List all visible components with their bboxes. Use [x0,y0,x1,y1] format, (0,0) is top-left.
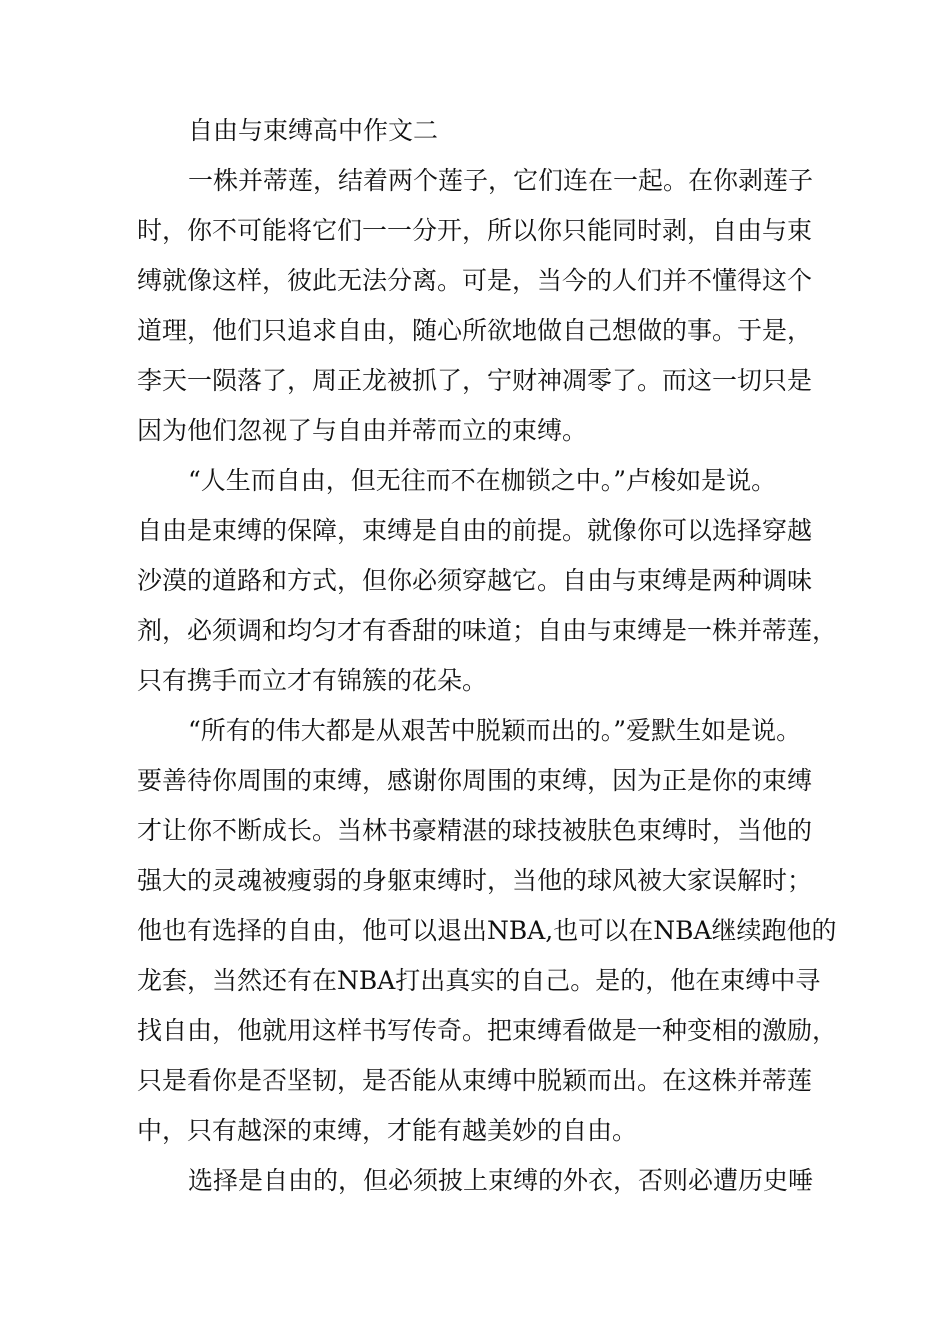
paragraph-1-line-4: 道理，他们只追求自由，随心所欲地做自己想做的事。于是， [137,316,813,345]
paragraph-1-line-3: 缚就像这样，彼此无法分离。可是，当今的人们并不懂得这个 [137,266,813,295]
paragraph-1-line-5: 李天一陨落了，周正龙被抓了，宁财神凋零了。而这一切只是 [137,366,813,395]
paragraph-2-line-2: 自由是束缚的保障，束缚是自由的前提。就像你可以选择穿越 [137,516,813,545]
document-title: 自由与束缚高中作文二 [188,116,439,145]
paragraph-3-line-8: 只是看你是否坚韧，是否能从束缚中脱颖而出。在这株并蒂莲 [137,1066,813,1095]
paragraph-3-line-1: “所有的伟大都是从艰苦中脱颖而出的。”爱默生如是说。 [188,716,802,745]
paragraph-2-line-4: 剂，必须调和均匀才有香甜的味道；自由与束缚是一株并蒂莲， [137,616,838,645]
paragraph-3-line-9: 中，只有越深的束缚，才能有越美妙的自由。 [137,1116,638,1145]
paragraph-4-line-1: 选择是自由的，但必须披上束缚的外衣，否则必遭历史唾 [188,1166,814,1195]
paragraph-3-line-5: 他也有选择的自由，他可以退出NBA,也可以在NBA继续跑他的 [137,916,837,945]
paragraph-3-line-6: 龙套，当然还有在NBA打出真实的自己。是的，他在束缚中寻 [137,966,821,995]
paragraph-2-line-5: 只有携手而立才有锦簇的花朵。 [137,666,488,695]
paragraph-3-line-4: 强大的灵魂被瘦弱的身躯束缚时，当他的球风被大家误解时； [137,866,813,895]
paragraph-1-line-1: 一株并蒂莲，结着两个莲子，它们连在一起。在你剥莲子 [188,166,814,195]
paragraph-3-line-2: 要善待你周围的束缚，感谢你周围的束缚，因为正是你的束缚 [137,766,813,795]
paragraph-3-line-7: 找自由，他就用这样书写传奇。把束缚看做是一种变相的激励， [137,1016,838,1045]
paragraph-2-line-1: “人生而自由，但无往而不在枷锁之中。”卢梭如是说。 [188,466,777,495]
paragraph-3-line-3: 才让你不断成长。当林书豪精湛的球技被肤色束缚时，当他的 [137,816,813,845]
paragraph-1-line-2: 时，你不可能将它们一一分开，所以你只能同时剥，自由与束 [137,216,813,245]
paragraph-2-line-3: 沙漠的道路和方式，但你必须穿越它。自由与束缚是两种调味 [137,566,813,595]
paragraph-1-line-6: 因为他们忽视了与自由并蒂而立的束缚。 [137,416,588,445]
